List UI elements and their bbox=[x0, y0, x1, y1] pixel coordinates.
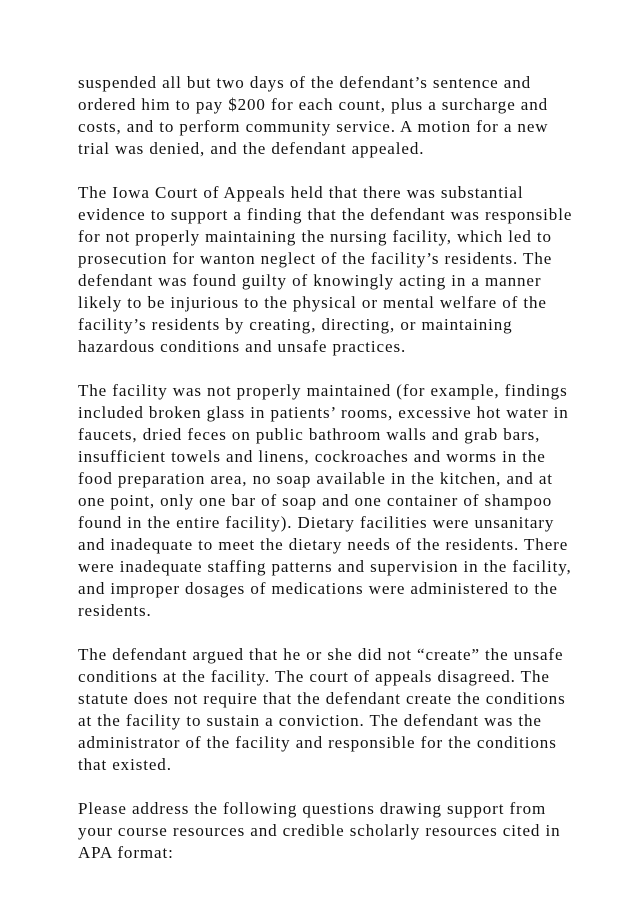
text-line: included broken glass in patients’ rooms, excessive hot water in bbox=[78, 403, 569, 422]
text-line: one point, only one bar of soap and one container of shampoo bbox=[78, 491, 553, 510]
paragraph-sentence-summary bbox=[78, 72, 578, 160]
text-line: insufficient towels and linens, cockroaches and worms in the bbox=[78, 447, 546, 466]
text-line: residents. bbox=[78, 601, 152, 620]
text-line: statute does not require that the defendant create the conditions bbox=[78, 689, 566, 708]
paragraph-court-holding bbox=[78, 182, 578, 358]
text-line: conditions at the facility. The court of appeals disagreed. The bbox=[78, 667, 550, 686]
paragraph-facility-conditions bbox=[78, 380, 578, 622]
text-line: and inadequate to meet the dietary needs of the residents. There bbox=[78, 535, 569, 554]
text-line: evidence to support a finding that the defendant was responsible bbox=[78, 205, 573, 224]
paragraph-questions-prompt bbox=[78, 798, 578, 864]
document-page bbox=[78, 72, 578, 886]
text-line: Please address the following questions drawing support from bbox=[78, 799, 547, 818]
text-line: found in the entire facility). Dietary facilities were unsanitary bbox=[78, 513, 555, 532]
text-line: at the facility to sustain a conviction. The defendant was the bbox=[78, 711, 542, 730]
text-line: faucets, dried feces on public bathroom walls and grab bars, bbox=[78, 425, 541, 444]
text-line: APA format: bbox=[78, 843, 174, 862]
text-line: costs, and to perform community service. A motion for a new bbox=[78, 117, 549, 136]
text-line: food preparation area, no soap available in the kitchen, and at bbox=[78, 469, 553, 488]
text-line: for not properly maintaining the nursing facility, which led to bbox=[78, 227, 552, 246]
text-line: defendant was found guilty of knowingly acting in a manner bbox=[78, 271, 542, 290]
text-line: likely to be injurious to the physical or mental welfare of the bbox=[78, 293, 547, 312]
text-line: were inadequate staffing patterns and supervision in the facility, bbox=[78, 557, 572, 576]
text-line: ordered him to pay $200 for each count, plus a surcharge and bbox=[78, 95, 549, 114]
text-line: The defendant argued that he or she did not “create” the unsafe bbox=[78, 645, 564, 664]
text-line: and improper dosages of medications were administered to the bbox=[78, 579, 558, 598]
text-line: hazardous conditions and unsafe practices. bbox=[78, 337, 407, 356]
text-line: prosecution for wanton neglect of the facility’s residents. The bbox=[78, 249, 553, 268]
text-line: suspended all but two days of the defendant’s sentence and bbox=[78, 73, 532, 92]
text-line: your course resources and credible scholarly resources cited in bbox=[78, 821, 561, 840]
text-line: trial was denied, and the defendant appealed. bbox=[78, 139, 425, 158]
text-line: that existed. bbox=[78, 755, 172, 774]
paragraph-defendant-argument bbox=[78, 644, 578, 776]
text-line: facility’s residents by creating, directing, or maintaining bbox=[78, 315, 513, 334]
text-line: administrator of the facility and responsible for the conditions bbox=[78, 733, 557, 752]
text-line: The Iowa Court of Appeals held that there was substantial bbox=[78, 183, 524, 202]
text-line: The facility was not properly maintained (for example, findings bbox=[78, 381, 568, 400]
